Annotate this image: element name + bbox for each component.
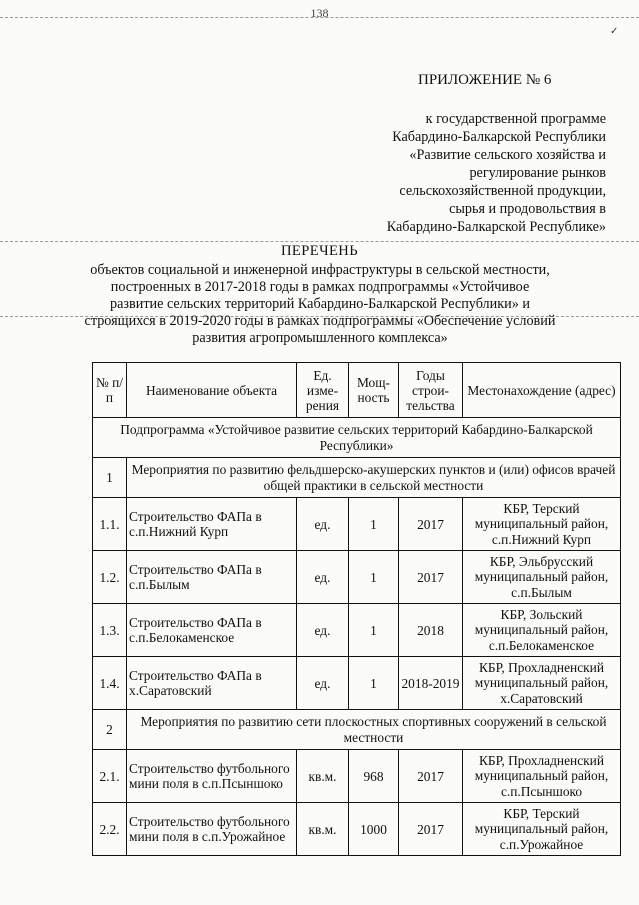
header-name: Наименование объекта: [127, 363, 297, 418]
section-title: Мероприятия по развитию фельдшерско-акушерских пунктов и (или) офисов врачей общей практики в сельской местности: [127, 458, 621, 498]
row-years: 2018: [399, 604, 463, 657]
header-unit: Ед. изме-рения: [297, 363, 349, 418]
row-location: КБР, Прохладненский муниципальный район, с.п.Псыншоко: [463, 750, 621, 803]
objects-table: [92, 362, 621, 856]
row-unit: ед.: [297, 657, 349, 710]
row-years: 2017: [399, 750, 463, 803]
row-num: 1.1.: [93, 498, 127, 551]
scan-mark: ✓: [610, 26, 619, 37]
subprogram-row: [93, 418, 621, 458]
table-row: [93, 498, 621, 551]
row-unit: кв.м.: [297, 803, 349, 856]
row-capacity: 968: [349, 750, 399, 803]
row-location: КБР, Зольский муниципальный район, с.п.Белокаменское: [463, 604, 621, 657]
annex-title: ПРИЛОЖЕНИЕ № 6: [418, 72, 552, 88]
row-years: 2017: [399, 498, 463, 551]
row-location: КБР, Терский муниципальный район, с.п.Нижний Курп: [463, 498, 621, 551]
list-heading: ПЕРЕЧЕНЬ: [280, 243, 358, 259]
header-location: Местонахождение (адрес): [463, 363, 621, 418]
header-years: Годы строи-тельства: [399, 363, 463, 418]
table-row: [93, 604, 621, 657]
row-years: 2017: [399, 551, 463, 604]
table-row: [93, 803, 621, 856]
row-name: Строительство ФАПа в х.Саратовский: [127, 657, 297, 710]
annex-subtitle: [356, 110, 606, 236]
table-row: [93, 551, 621, 604]
row-capacity: 1000: [349, 803, 399, 856]
row-unit: кв.м.: [297, 750, 349, 803]
description-line: объектов социальной и инженерной инфраструктуры в сельской местности,: [90, 262, 550, 278]
row-unit: ед.: [297, 604, 349, 657]
row-location: КБР, Прохладненский муниципальный район, х.Саратовский: [463, 657, 621, 710]
row-name: Строительство футбольного мини поля в с.п.Псыншоко: [127, 750, 297, 803]
row-years: 2018-2019: [399, 657, 463, 710]
table-row: [93, 657, 621, 710]
subtitle-line: «Развитие сельского хозяйства и: [409, 147, 606, 163]
row-num: 2.2.: [93, 803, 127, 856]
row-name: Строительство ФАПа в с.п.Нижний Курп: [127, 498, 297, 551]
table-row: [93, 750, 621, 803]
page-number: 138: [310, 6, 329, 20]
list-description: [60, 262, 580, 347]
row-location: КБР, Терский муниципальный район, с.п.Урожайное: [463, 803, 621, 856]
description-line: развития агропромышленного комплекса»: [192, 330, 448, 346]
section-num: 1: [93, 458, 127, 498]
header-capacity: Мощ-ность: [349, 363, 399, 418]
row-capacity: 1: [349, 657, 399, 710]
row-location: КБР, Эльбрусский муниципальный район, с.п.Былым: [463, 551, 621, 604]
row-unit: ед.: [297, 498, 349, 551]
row-num: 1.2.: [93, 551, 127, 604]
header-num: № п/п: [93, 363, 127, 418]
section-num: 2: [93, 710, 127, 750]
section-row: [93, 458, 621, 498]
subtitle-line: сырья и продовольствия в: [449, 201, 606, 217]
row-num: 1.4.: [93, 657, 127, 710]
subtitle-line: регулирование рынков: [469, 165, 606, 181]
row-num: 1.3.: [93, 604, 127, 657]
description-line: построенных в 2017-2018 годы в рамках подпрограммы «Устойчивое: [110, 279, 530, 295]
row-years: 2017: [399, 803, 463, 856]
subtitle-line: Кабардино-Балкарской Республике»: [386, 219, 606, 235]
scan-dashed-line: [0, 241, 639, 242]
row-name: Строительство ФАПа в с.п.Белокаменское: [127, 604, 297, 657]
scan-dashed-line: [0, 17, 639, 18]
row-capacity: 1: [349, 498, 399, 551]
subtitle-line: сельскохозяйственной продукции,: [399, 183, 606, 199]
row-num: 2.1.: [93, 750, 127, 803]
description-line: развитие сельских территорий Кабардино-Балкарской Республики» и: [110, 296, 530, 312]
subtitle-line: к государственной программе: [425, 111, 606, 127]
row-name: Строительство футбольного мини поля в с.п.Урожайное: [127, 803, 297, 856]
row-capacity: 1: [349, 551, 399, 604]
section-title: Мероприятия по развитию сети плоскостных спортивных сооружений в сельской местности: [127, 710, 621, 750]
section-row: [93, 710, 621, 750]
row-name: Строительство ФАПа в с.п.Былым: [127, 551, 297, 604]
subprogram-title: Подпрограмма «Устойчивое развитие сельских территорий Кабардино-Балкарской Республики»: [93, 418, 621, 458]
table-header-row: [93, 363, 621, 418]
description-line: строящихся в 2019-2020 годы в рамках подпрограммы «Обеспечение условий: [84, 313, 556, 329]
subtitle-line: Кабардино-Балкарской Республики: [392, 129, 606, 145]
row-capacity: 1: [349, 604, 399, 657]
row-unit: ед.: [297, 551, 349, 604]
